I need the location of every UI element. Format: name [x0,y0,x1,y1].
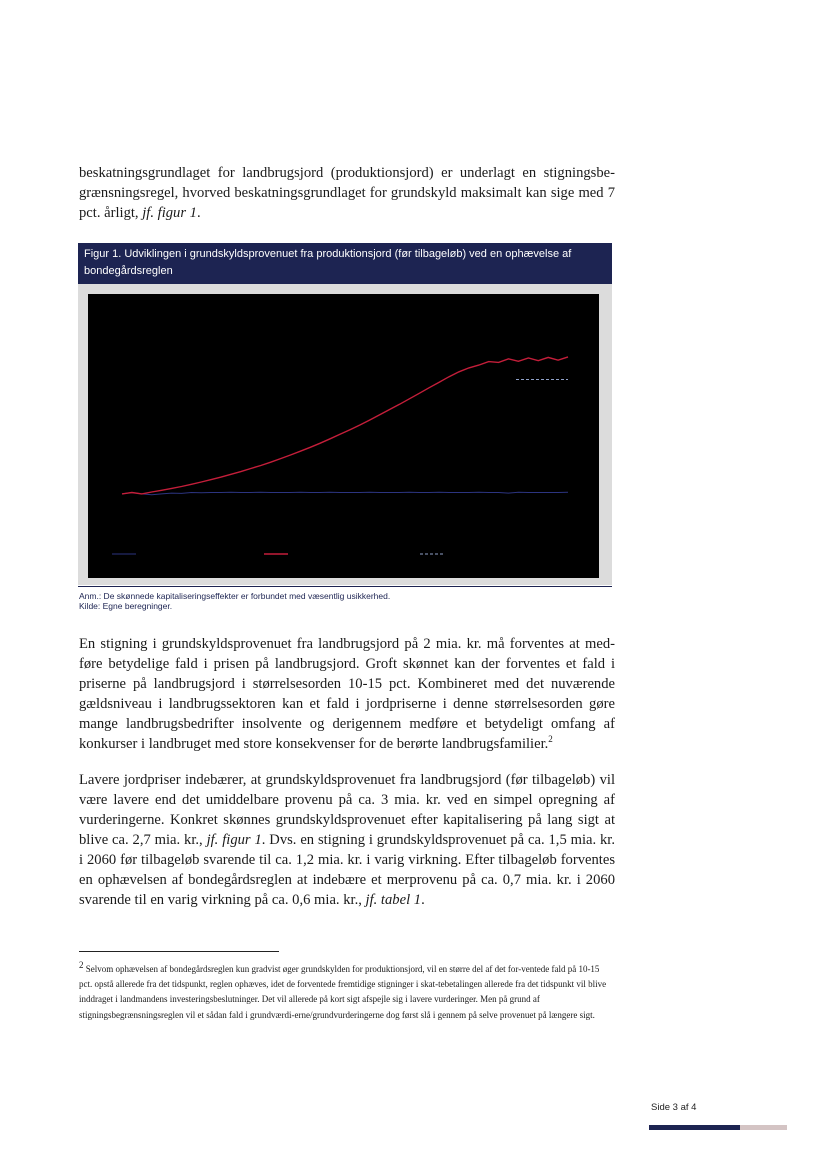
p2-text-a: Lavere jordpriser indebærer, at grundskyldsprovenuet fra landbrugsjord (før tilbageløb) vil være lavere end det umiddelbare provenu på ca. 3 mia. kr. ved en simpel opregning af vurderingerne. Konkret skønnes grundskyldsprovenuet efter kapitalisering på lang sigt at blive ca. 2,7 mia. kr., [79,772,615,848]
footnote [79,962,613,1023]
body-paragraph-1 [79,634,615,754]
line-chart [78,284,612,585]
footer-bar-dark [649,1125,740,1130]
footer-bar-light [740,1125,787,1130]
intro-text: beskatningsgrundlaget for landbrugsjord (produktionsjord) er underlagt en stigningsbe-grænsningsregel, hvorved beskatningsgrundlaget for grundskyld maksimalt kan sige med 7 pct. årligt, [79,165,615,221]
figure-note: Anm.: De skønnede kapitaliseringseffekter er forbundet med væsentlig usikkerhed. [79,591,391,601]
intro-end: . [196,205,201,221]
figure-source: Kilde: Egne beregninger. [79,601,173,611]
footnote-number: 2 [79,960,84,970]
p2-table-ref: jf. tabel 1 [365,892,422,908]
body-paragraph-2 [79,770,615,910]
footnote-ref: 2 [548,734,553,745]
plot-background [88,294,599,578]
p2-text-b: . Dvs. en stigning i grundskyldsprovenuet på ca. 1,5 mia. kr. i 2060 før tilbageløb svarende til ca. 1,2 mia. kr. i varig virkning. Efter tilbageløb forventes en ophævelsen af bondegårdsreglen at indebære et merprovenu på ca. 0,7 mia. kr. i 2060 svarende til en varig virkning på ca. 0,6 mia. kr., [79,832,616,908]
p2-end: . [421,892,425,908]
footnote-rule [79,951,279,952]
figure-frame [78,284,612,585]
figure-notes [79,591,613,611]
figure-rule [78,586,612,587]
intro-paragraph [79,163,615,223]
p2-figure-ref: jf. figur 1 [206,832,262,848]
intro-figure-ref: jf. figur 1 [142,205,197,221]
page-number: Side 3 af 4 [651,1102,697,1113]
figure-title: Figur 1. Udviklingen i grundskyldsprovenuet fra produktionsjord (før tilbageløb) ved en ophævelse af bondegårdsreglen [78,243,612,284]
footnote-text: Selvom ophævelsen af bondegårdsreglen kun gradvist øger grundskylden for produktionsjord, vil en større del af det for-ventede fald på 10-15 pct. opstå allerede fra det tidspunkt, reglen ophæves, idet de forventede fremtidige stigninger i skat-tebetalingen allerede fra det tidspunkt vil blive inddraget i landmandens investeringsbeslutninger. Det vil allerede på kort sigt afspejle sig i lavere vurderinger. Men på grund af stigningsbegrænsningsreglen vil et sådan fald i grundværdi-erne/grundvurderingerne dog først slå i gennem på selve provenuet på længere sigt. [79,964,607,1020]
p1-text: En stigning i grundskyldsprovenuet fra landbrugsjord på 2 mia. kr. må forventes at med-føre betydelige fald i prisen på landbrugsjord. Groft skønnet kan der forventes et fald i priserne på landbrugsjord i størrelsesorden 10-15 pct. Kombineret med det nuværende gældsniveau i landbrugssektoren kan et fald i jordpriserne i denne størrelsesorden gøre mange landbrugsbedrifter insolvente og derigennem medføre et betydeligt omfang af konkurser i landbruget med store konsekvenser for de berørte landbrugsfamilier. [79,636,615,752]
